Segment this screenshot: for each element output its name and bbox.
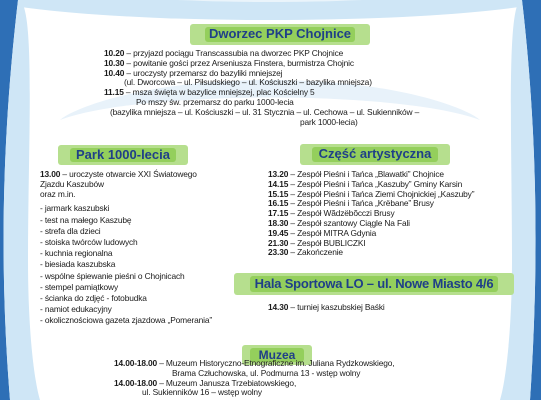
- list-item: - strefa dla dzieci: [40, 225, 101, 236]
- section-title-artystyczna: Część artystyczna: [318, 146, 432, 161]
- list-item: 17.15 – Zespół Wãdzëbõcczi Brusy: [268, 208, 395, 219]
- list-item: - biesiada kaszubska: [40, 259, 116, 270]
- list-item: 16.15 – Zespół Pieśni i Tańca „Krëbane” Brusy: [268, 198, 434, 209]
- list-item: 23.30 – Zakończenie: [268, 247, 343, 258]
- list-item: 19.45 – Zespół MITRA Gdynia: [268, 227, 377, 238]
- list-item: Po mszy św. przemarsz do parku 1000-lecia: [136, 96, 294, 107]
- muzea-list: [114, 359, 394, 398]
- list-item: 10.40 – uroczysty przemarsz do bazyliki mniejszej: [104, 67, 283, 78]
- list-item: 14.00-18.00 – Muzeum Janusza Trzebiatowskiego,: [114, 377, 297, 388]
- top-wave: [0, 0, 541, 20]
- list-item: - okolicznościowa gazeta zjazdowa „Pomerania”: [40, 315, 213, 326]
- list-item: 10.30 – powitanie gości przez Arseniusza Finstera, burmistrza Chojnic: [104, 57, 354, 68]
- list-item: 13.20 – Zespół Pieśni i Tańca „Blawatki” Chojnice: [268, 169, 444, 179]
- list-item: 13.00 – uroczyste otwarcie XXI Światowego: [40, 169, 197, 179]
- list-item: Brama Człuchowska, ul. Podmurna 13 - wstęp wolny: [172, 367, 361, 378]
- list-item: 14.30 – turniej kaszubskiej Baśki: [268, 302, 385, 312]
- list-item: - stempel pamiątkowy: [40, 281, 118, 292]
- list-item: 15.15 – Zespół Pieśni i Tańca Ziemi Chojnickiej „Kaszuby”: [268, 188, 475, 199]
- list-item: - wspólne śpiewanie pieśni o Chojnicach: [40, 270, 185, 281]
- list-item: 18.30 – Zespół szantowy Ciągle Na Fali: [268, 217, 410, 228]
- section-title-dworzec: Dworzec PKP Chojnice: [208, 26, 352, 41]
- dworzec-list: [104, 49, 419, 127]
- list-item: - test na małego Kaszubę: [40, 214, 132, 225]
- list-item: (bazylika mniejsza – ul. Kościuszki – ul. 31 Stycznia – ul. Cechowa – ul. Sukienników –: [110, 106, 420, 117]
- list-item: Zjazdu Kaszubów: [40, 178, 104, 189]
- park-list: [40, 170, 212, 327]
- list-item: - ścianka do zdjęć - fotobudka: [40, 293, 147, 304]
- list-item: - kuchnia regionalna: [40, 248, 113, 259]
- section-title-park: Park 1000-lecia: [76, 147, 170, 162]
- section-title-muzea: Muzea: [258, 348, 296, 362]
- list-item: - stoiska twórców ludowych: [40, 237, 138, 247]
- list-item: (ul. Dworcowa – ul. Piłsudskiego – ul. Kościuszki – bazylika mniejsza): [124, 77, 372, 88]
- list-item: 21.30 – Zespół BUBLICZKI: [268, 237, 366, 248]
- list-item: 14.00-18.00 – Muzeum Historyczno-Etnograficzne im. Juliana Rydzkowskiego,: [114, 358, 395, 368]
- list-item: 10.20 – przyjazd pociągu Transcassubia na dworzec PKP Chojnice: [104, 48, 344, 58]
- artystyczna-list: [268, 170, 474, 258]
- list-item: - namiot edukacyjny: [40, 304, 112, 315]
- list-item: 14.15 – Zespół Pieśni i Tańca „Kaszuby” Gminy Karsin: [268, 178, 463, 189]
- section-title-hala: Hala Sportowa LO – ul. Nowe Miasto 4/6: [254, 276, 494, 291]
- list-item: oraz m.in.: [40, 188, 76, 199]
- list-item: ul. Sukienników 16 – wstęp wolny: [142, 387, 262, 398]
- hala-list: [268, 303, 385, 313]
- list-item: - jarmark kaszubski: [40, 203, 110, 214]
- list-item: 11.15 – msza święta w bazylice mniejszej, plac Kościelny 5: [104, 87, 315, 98]
- list-item: park 1000-lecia): [300, 116, 358, 127]
